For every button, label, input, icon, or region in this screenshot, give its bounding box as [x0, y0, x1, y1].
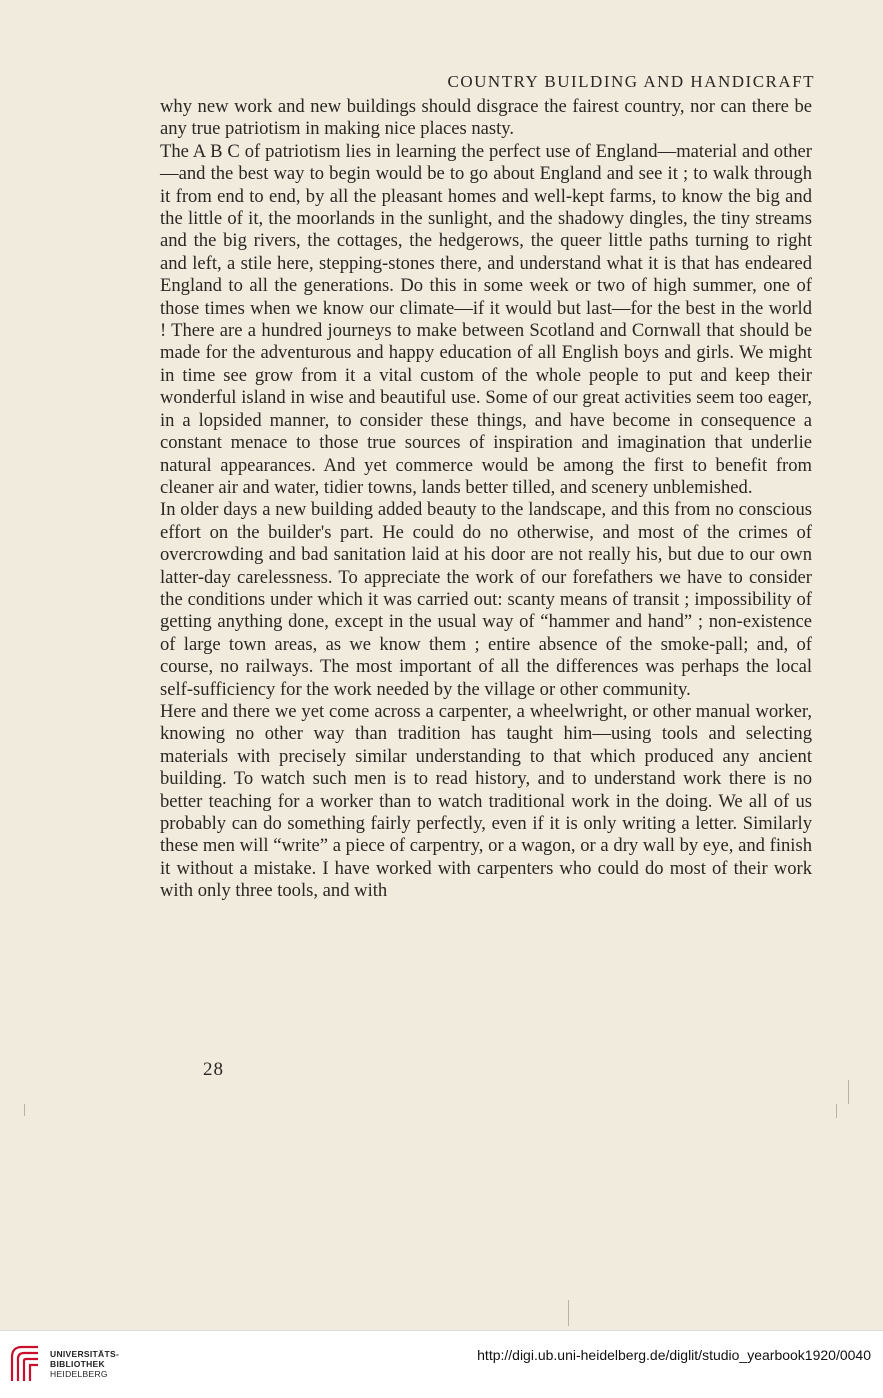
paragraph-4: Here and there we yet come across a carpenter, a wheelwright, or other manual worker, knowing no other way than tradition has taught him—using tools and selecting materials with precisely similar understanding to that which produced any ancient building. To watch such men is to read history, and to understand work there is no better teaching for a worker than to watch traditional work in the doing. We all of us probably can do something fairly perfectly, even if it is only writing a letter. Similarly these men will “write” a piece of carpentry, or a wagon, or a dry wall by eye, and finish it without a mistake. I have worked with carpenters who could do most of their work with only three tools, and with	[160, 700, 812, 902]
library-footer	[0, 1330, 883, 1398]
paragraph-2: The A B C of patriotism lies in learning the perfect use of England—material and other—and the best way to begin would be to go about England and see it ; to walk through it from end to end, by all the pleasant homes and well-kept farms, to know the big and the little of it, the moorlands in the sunlight, and the shadowy dingles, the tiny streams and the big rivers, the cottages, the hedgerows, the queer little paths turning to right and left, a stile here, stepping-stones there, and understand what it is that has endeared England to all the generations. Do this in some week or two of high summer, one of those times when we know our climate—if it would but last—for the best in the world ! There are a hundred journeys to make between Scotland and Cornwall that should be made for the adventurous and happy education of all English boys and girls. We might in time see grow from it a vital custom of the whole people to put and keep their wonderful island in wise and beautiful use. Some of our great activities seem too eager, in a lopsided manner, to consider these things, and have become in consequence a constant menace to those true sources of inspiration and imagination that underlie natural appearances. And yet commerce would be among the first to benefit from cleaner air and water, tidier towns, lands better tilled, and scenery unblemished.	[160, 140, 812, 498]
library-name-line1: UNIVERSITÄTS-	[50, 1349, 120, 1359]
library-name-line3: HEIDELBERG	[50, 1369, 108, 1379]
page-number: 28	[203, 1059, 224, 1080]
library-name-line2: BIBLIOTHEK	[50, 1359, 105, 1369]
paper-speck	[24, 1104, 25, 1116]
source-url-link[interactable]: http://digi.ub.uni-heidelberg.de/diglit/studio_yearbook1920/0040	[477, 1347, 871, 1363]
running-head: COUNTRY BUILDING AND HANDICRAFT	[447, 72, 815, 91]
library-logo-icon	[8, 1343, 42, 1383]
paper-speck	[848, 1080, 849, 1104]
paragraph-3: In older days a new building added beauty to the landscape, and this from no conscious effort on the builder's part. He could do no otherwise, and most of the crimes of overcrowding and bad sanitation laid at his door are not really his, but due to our own latter-day carelessness. To appreciate the work of our forefathers we have to consider the conditions under which it was carried out: scanty means of transit ; impossibility of getting anything done, except in the usual way of “hammer and hand” ; non-existence of large town areas, as we know them ; entire absence of the smoke-pall; and, of course, no railways. The most important of all the differences was perhaps the local self-sufficiency for the work needed by the village or other community.	[160, 499, 812, 700]
paper-speck	[836, 1104, 837, 1118]
body-text	[160, 96, 812, 903]
library-name	[50, 1349, 119, 1379]
paragraph-1: why new work and new buildings should disgrace the fairest country, nor can there be any true patriotism in making nice places nasty.	[160, 96, 812, 140]
paper-speck	[568, 1300, 569, 1326]
